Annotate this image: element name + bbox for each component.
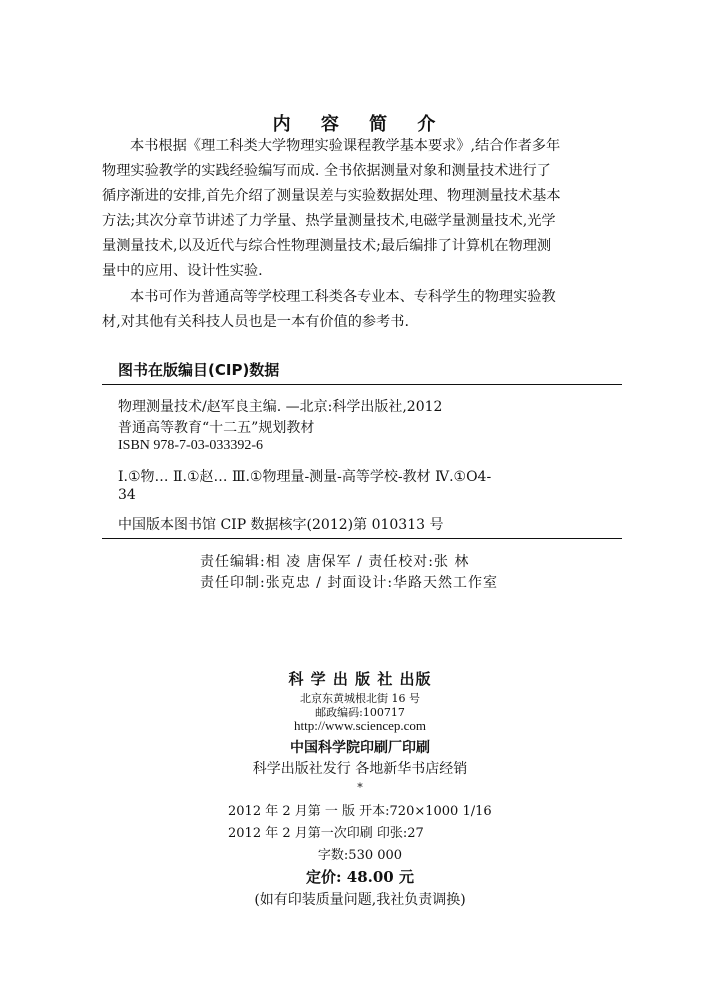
text-line: 量测量技术,以及近代与综合性物理测量技术;最后编排了计算机在物理测 xyxy=(102,238,552,254)
credits-editors: 责任编辑:相 凌 唐保军 / 责任校对:张 林 xyxy=(200,554,470,570)
separator-star: * xyxy=(357,781,363,794)
cip-line-class: 34 xyxy=(118,487,136,503)
text-line: 材,对其他有关科技人员也是一本有价值的参考书. xyxy=(102,314,409,330)
text-line: 本书可作为普通高等学校理工科类各专业本、专科学生的物理实验教 xyxy=(130,289,556,305)
text-line: 物理实验教学的实践经验编写而成. 全书依据测量对象和测量技术进行了 xyxy=(102,163,551,179)
printer-line: 中国科学院印刷厂印刷 xyxy=(290,740,430,756)
price: 定价: 48.00 元 xyxy=(306,868,414,886)
text-line: 方法;其次分章节讲述了力学量、热学量测量技术,电磁学量测量技术,光学 xyxy=(102,213,556,229)
edition-line: 2012 年 2 月第 一 版 开本:720×1000 1/16 xyxy=(228,804,492,819)
cip-bottom-rule xyxy=(102,538,622,539)
cip-line-isbn: ISBN 978-7-03-033392-6 xyxy=(118,438,264,453)
publisher-url: http://www.sciencep.com xyxy=(293,718,426,733)
cip-line-title: 物理测量技术/赵军良主编. —北京:科学出版社,2012 xyxy=(118,399,443,415)
cip-line-series: 普通高等教育“十二五”规划教材 xyxy=(118,420,315,436)
intro-paragraph-1 xyxy=(102,134,622,284)
intro-title: 内 容 简 介 xyxy=(272,114,448,135)
text-line: 量中的应用、设计性实验. xyxy=(102,263,263,279)
cip-top-rule xyxy=(102,384,622,385)
text-line: 循序渐进的安排,首先介绍了测量误差与实验数据处理、物理测量技术基本 xyxy=(102,188,561,204)
publisher-name: 科 学 出 版 社 出版 xyxy=(288,670,432,688)
word-count: 字数:530 000 xyxy=(317,848,403,863)
cip-heading: 图书在版编目(CIP)数据 xyxy=(118,361,280,379)
quality-note: (如有印装质量问题,我社负责调换) xyxy=(254,892,466,908)
publisher-address: 北京东黄城根北街 16 号 xyxy=(300,692,420,705)
cip-line-record: 中国版本图书馆 CIP 数据核字(2012)第 010313 号 xyxy=(118,517,444,533)
text-line: 本书根据《理工科类大学物理实验课程教学基本要求》,结合作者多年 xyxy=(130,138,561,154)
printing-line: 2012 年 2 月第一次印刷 印张:27 xyxy=(228,826,424,841)
cip-line-subjects: Ⅰ.①物… Ⅱ.①赵… Ⅲ.①物理量-测量-高等学校-教材 Ⅳ.①O4- xyxy=(118,469,492,485)
distribution-line: 科学出版社发行 各地新华书店经销 xyxy=(252,761,468,777)
intro-paragraph-2 xyxy=(102,285,622,335)
publisher-postcode: 邮政编码:100717 xyxy=(315,706,405,719)
credits-production: 责任印制:张克忠 / 封面设计:华路天然工作室 xyxy=(200,575,499,591)
